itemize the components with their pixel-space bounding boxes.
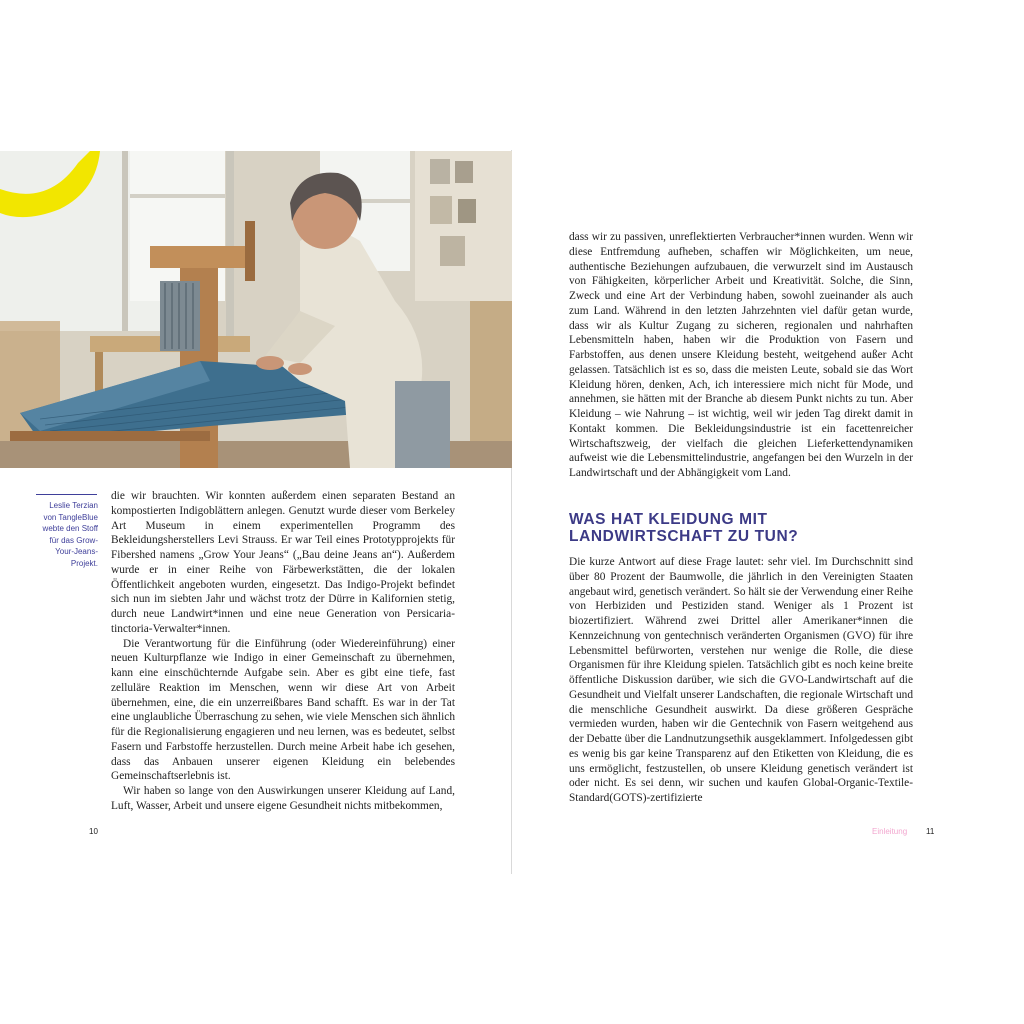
caption-line: für das Grow- (49, 535, 98, 545)
heading-line: WAS HAT KLEIDUNG MIT (569, 511, 768, 528)
photo-caption (26, 500, 98, 569)
body-paragraph: Die Verantwortung für die Einführung (oder Wiedereinführung) einer neuen Kulturpflanze wie Indigo in einer Gemeinschaft zu übernehmen, kann eine einschüchternde Aufgabe sein. Aber es gibt eine tiefe, fast zelluläre Reaktion im Menschen, wenn wir diese Art von Arbeit übernehmen, eine, die ein unzerreißbares Band schafft. Es war in der Tat eine unglaubliche Überraschung zu sehen, wie viele Menschen sich ähnlich für die Regionalisierung engagieren und neu lernen, was es bedeutet, selbst Fasern und Farbstoffe herzustellen. Durch meine Arbeit habe ich gesehen, dass das Anbauen unserer eigenen Kleidung ein belebendes Gemeinschaftserlebnis ist. (111, 637, 455, 783)
body-paragraph: Die kurze Antwort auf diese Frage lautet: sehr viel. Im Durchschnitt sind über 80 Prozent der Baumwolle, die jährlich in den Vereinigten Staaten angebaut wird, genetisch verändert. So hält sie der Verwendung einer Reihe von Herbiziden und Pestiziden stand. Weniger als 1 Prozent ist biozertifiziert. Während zwei Drittel aller Amerikaner*innen die Kennzeichnung von gentechnisch veränderten Organismen (GVO) für ihre Lebensmittel befürworten, verstehen nur wenige die Rolle, die diese Organismen für ihre Kleidung spielen. Tatsächlich gibt es noch keine breite öffentliche Diskussion darüber, wie sich die GVO-Landwirtschaft auf die Gesundheit und Vielfalt unserer Landschaften, die regionale Wirtschaft und die menschliche Gesundheit auswirkt. Da diese größeren Gespräche vermieden wurden, haben wir die Gentechnik von Fasern weitgehend aus der Debatte über die Landnutzungsethik ausgeklammert. Infolgedessen gibt es wenig bis gar keine Transparenz auf den Etiketten von Kleidung, die es uns ermöglicht, festzustellen, ob unsere Kleidung genetisch verändert ist oder nicht. Es sei denn, wir suchen und kaufen Global-Organic-Textile-Standard(GOTS)-zertifizierte (569, 556, 913, 804)
caption-rule (36, 494, 97, 495)
right-page-body-top (569, 230, 913, 481)
running-head: Einleitung (872, 827, 908, 836)
page-number-right: 11 (926, 827, 935, 836)
section-heading (569, 511, 913, 545)
heading-line: LANDWIRTSCHAFT ZU TUN? (569, 528, 799, 545)
weaver-photo (0, 151, 512, 468)
body-paragraph: dass wir zu passiven, unreflektierten Verbraucher*innen wurden. Wenn wir diese Entfremdung aufheben, schaffen wir Möglichkeiten, um neue, authentische Beziehungen aufzubauen, die verwurzelt sind im Austausch von Fähigkeiten, körperlicher Arbeit und Kreativität. Solche, die Sinn, Zweck und eine Art der Verbindung haben, sowohl zueinander als auch zum Land. Während in den letzten Jahrzehnten viel dafür getan wurde, dass wir als Kultur Zugang zu sicheren, regionalen und nahrhaften Lebensmitteln haben, haben wir die Produktion von Fasern und Farbstoffen, aus denen unsere Kleidung besteht, weitgehend außer Acht gelassen. Tatsächlich ist es so, dass die meisten Leute, sobald sie das Wort Kleidung hören, denken, Ach, ich interessiere mich nicht für Mode, und annehmen, sie hätten mit der Branche ab diesem Punkt nichts zu tun. Aber Kleidung – wie Nahrung – ist wichtig, weil wir jeden Tag direkt damit in Kontakt kommen. Die Bekleidungsindustrie ist ein facettenreicher Wirtschaftszweig, der vielfach die gleichen Lieferkettendynamiken aufweist wie die Lebensmittelindustrie, angefangen bei den Wurzeln in der Landwirtschaft und der Abhängigkeit vom Land. (569, 231, 913, 479)
caption-line: Leslie Terzian (49, 501, 98, 510)
page-number-left: 10 (89, 827, 98, 836)
right-page-body-bottom (569, 555, 913, 806)
caption-line: webte den Stoff (42, 524, 98, 533)
caption-line: Projekt. (70, 558, 98, 568)
caption-line: von TangleBlue (43, 512, 98, 522)
caption-line: Your-Jeans- (55, 547, 98, 556)
body-paragraph: Wir haben so lange von den Auswirkungen unserer Kleidung auf Land, Luft, Wasser, Arbeit und unsere eigene Gesundheit nichts mitbekommen, (111, 785, 455, 812)
body-paragraph: die wir brauchten. Wir konnten außerdem einen separaten Bestand an kompostierten Indigoblättern anlegen. Genutzt wurde dieser vom Berkeley Art Museum in einem experimentellen Programm des Bekleidungsherstellers Levi Strauss. Er war Teil eines Prototypprojekts für Fibershed namens „Grow Your Jeans“ („Bau deine Jeans an“). Außerdem wurde er in einer Reihe von Färbewerkstätten, die der lokalen Öffentlichkeit angeboten wurden, eingesetzt. Das Indigo-Projekt befindet sich nun im siebten Jahr und wächst trotz der Dürre in Kalifornien stetig, durch neue Landwirt*innen und eine neue Generation von Persicaria-tinctoria-Verwalter*innen. (111, 490, 455, 635)
left-page-body (111, 489, 455, 814)
